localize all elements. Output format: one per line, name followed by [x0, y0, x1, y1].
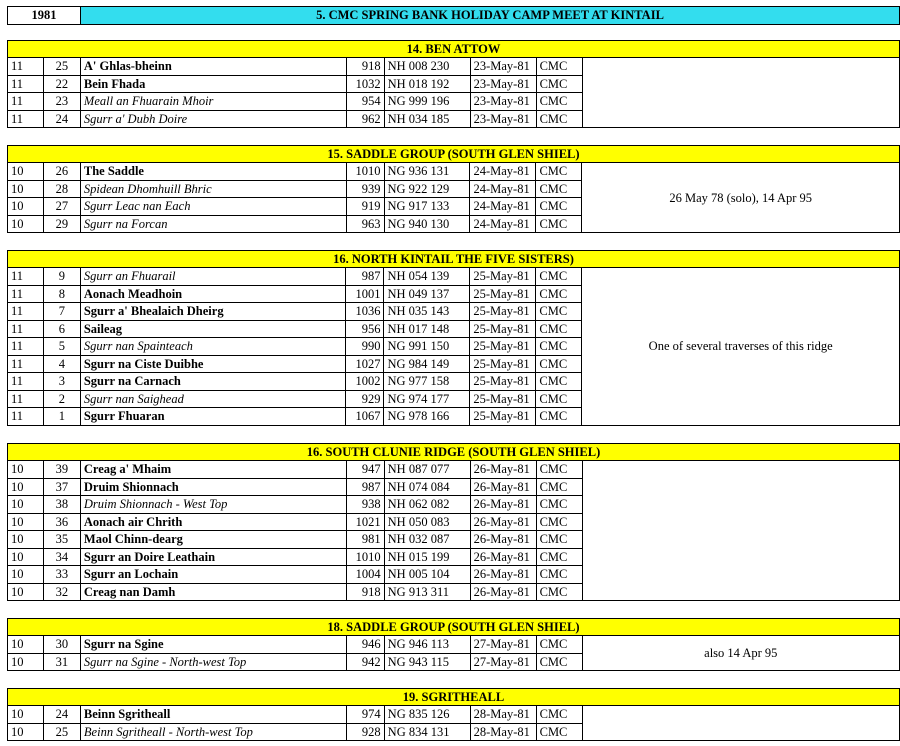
peak-name-cell: A' Ghlas-bheinn [80, 58, 346, 76]
peak-number-cell: 27 [43, 198, 80, 216]
year-cell: 1981 [8, 7, 81, 25]
peak-number-cell: 39 [43, 461, 80, 479]
date-cell: 26-May-81 [470, 513, 536, 531]
height-cell: 1010 [346, 163, 384, 181]
club-cell: CMC [536, 408, 582, 426]
grid-ref-cell: NG 984 149 [384, 355, 470, 373]
date-cell: 23-May-81 [470, 75, 536, 93]
grid-ref-cell: NH 050 083 [384, 513, 470, 531]
peak-name-cell: Sgurr Fhuaran [80, 408, 346, 426]
height-cell: 1036 [346, 303, 384, 321]
page-title: 5. CMC SPRING BANK HOLIDAY CAMP MEET AT KINTAIL [81, 7, 900, 25]
club-cell: CMC [536, 566, 582, 584]
club-cell: CMC [536, 583, 582, 601]
peak-name-cell: Sgurr na Sgine [80, 636, 346, 654]
date-cell: 27-May-81 [470, 653, 536, 671]
grid-ref-cell: NG 999 196 [384, 93, 470, 111]
notes-cell [582, 58, 899, 128]
club-cell: CMC [536, 653, 582, 671]
grid-ref-cell: NH 062 082 [384, 496, 470, 514]
grid-ref-cell: NG 974 177 [384, 390, 470, 408]
peak-name-cell: Spidean Dhomhuill Bhric [80, 180, 346, 198]
section-number-cell: 11 [8, 75, 44, 93]
section-title: 16. SOUTH CLUNIE RIDGE (SOUTH GLEN SHIEL) [8, 444, 900, 461]
date-cell: 28-May-81 [470, 723, 536, 741]
peak-name-cell: Creag nan Damh [80, 583, 346, 601]
peak-name-cell: The Saddle [80, 163, 346, 181]
height-cell: 919 [346, 198, 384, 216]
section-block [7, 40, 900, 128]
notes-cell: One of several traverses of this ridge [582, 268, 900, 426]
grid-ref-cell: NG 978 166 [384, 408, 470, 426]
grid-ref-cell: NH 017 148 [384, 320, 470, 338]
peak-number-cell: 24 [43, 706, 80, 724]
date-cell: 23-May-81 [470, 58, 536, 76]
peak-name-cell: Meall an Fhuarain Mhoir [80, 93, 346, 111]
peak-number-cell: 30 [43, 636, 80, 654]
peak-name-cell: Druim Shionnach [80, 478, 346, 496]
peak-name-cell: Sgurr nan Saighead [80, 390, 346, 408]
section-number-cell: 11 [8, 355, 44, 373]
date-cell: 25-May-81 [470, 355, 536, 373]
height-cell: 929 [346, 390, 384, 408]
section-number-cell: 11 [8, 268, 44, 286]
height-cell: 987 [346, 478, 384, 496]
peak-number-cell: 25 [43, 723, 80, 741]
peak-name-cell: Sgurr a' Dubh Doire [80, 110, 346, 128]
club-cell: CMC [536, 478, 582, 496]
date-cell: 26-May-81 [470, 548, 536, 566]
section-number-cell: 10 [8, 163, 44, 181]
grid-ref-cell: NG 991 150 [384, 338, 470, 356]
section-number-cell: 11 [8, 285, 44, 303]
grid-ref-cell: NG 943 115 [384, 653, 470, 671]
grid-ref-cell: NG 834 131 [384, 723, 470, 741]
date-cell: 23-May-81 [470, 93, 536, 111]
height-cell: 1067 [346, 408, 384, 426]
club-cell: CMC [536, 548, 582, 566]
section-number-cell: 10 [8, 513, 44, 531]
peak-number-cell: 23 [43, 93, 80, 111]
club-cell: CMC [536, 215, 582, 233]
section-block [7, 688, 900, 741]
peak-name-cell: Creag a' Mhaim [80, 461, 346, 479]
section-number-cell: 10 [8, 198, 44, 216]
date-cell: 24-May-81 [470, 198, 536, 216]
section-number-cell: 10 [8, 653, 44, 671]
height-cell: 1021 [346, 513, 384, 531]
club-cell: CMC [536, 303, 582, 321]
grid-ref-cell: NH 008 230 [384, 58, 470, 76]
date-cell: 25-May-81 [470, 373, 536, 391]
peak-number-cell: 25 [43, 58, 80, 76]
peak-name-cell: Aonach Meadhoin [80, 285, 346, 303]
date-cell: 25-May-81 [470, 268, 536, 286]
peak-name-cell: Beinn Sgritheall [80, 706, 346, 724]
section-title: 14. BEN ATTOW [8, 41, 900, 58]
section-number-cell: 11 [8, 110, 44, 128]
date-cell: 25-May-81 [470, 338, 536, 356]
height-cell: 1010 [346, 548, 384, 566]
date-cell: 25-May-81 [470, 285, 536, 303]
height-cell: 1032 [346, 75, 384, 93]
section-table [7, 250, 900, 426]
peak-number-cell: 36 [43, 513, 80, 531]
section-number-cell: 10 [8, 583, 44, 601]
peak-name-cell: Sgurr na Forcan [80, 215, 346, 233]
grid-ref-cell: NH 005 104 [384, 566, 470, 584]
peak-number-cell: 32 [43, 583, 80, 601]
club-cell: CMC [536, 373, 582, 391]
date-cell: 24-May-81 [470, 163, 536, 181]
grid-ref-cell: NG 940 130 [384, 215, 470, 233]
club-cell: CMC [536, 513, 582, 531]
peak-number-cell: 5 [43, 338, 80, 356]
club-cell: CMC [536, 320, 582, 338]
grid-ref-cell: NG 977 158 [384, 373, 470, 391]
peak-name-cell: Sgurr na Ciste Duibhe [80, 355, 346, 373]
peak-name-cell: Maol Chinn-dearg [80, 531, 346, 549]
date-cell: 24-May-81 [470, 180, 536, 198]
section-table [7, 688, 900, 741]
peak-name-cell: Aonach air Chrith [80, 513, 346, 531]
height-cell: 956 [346, 320, 384, 338]
section-block [7, 145, 900, 233]
table-row [8, 706, 900, 724]
peak-number-cell: 1 [43, 408, 80, 426]
section-block [7, 618, 900, 671]
date-cell: 26-May-81 [470, 461, 536, 479]
section-number-cell: 11 [8, 93, 44, 111]
height-cell: 918 [346, 58, 384, 76]
grid-ref-cell: NH 035 143 [384, 303, 470, 321]
section-number-cell: 10 [8, 636, 44, 654]
grid-ref-cell: NG 913 311 [384, 583, 470, 601]
peak-name-cell: Sgurr an Doire Leathain [80, 548, 346, 566]
date-cell: 25-May-81 [470, 320, 536, 338]
section-table [7, 40, 900, 128]
table-row [8, 636, 900, 654]
peak-name-cell: Saileag [80, 320, 346, 338]
height-cell: 1001 [346, 285, 384, 303]
section-number-cell: 10 [8, 723, 44, 741]
peak-number-cell: 24 [43, 110, 80, 128]
grid-ref-cell: NG 922 129 [384, 180, 470, 198]
grid-ref-cell: NG 917 133 [384, 198, 470, 216]
section-table [7, 618, 900, 671]
club-cell: CMC [536, 268, 582, 286]
club-cell: CMC [536, 180, 582, 198]
height-cell: 974 [346, 706, 384, 724]
section-number-cell: 11 [8, 373, 44, 391]
peak-number-cell: 31 [43, 653, 80, 671]
section-title: 16. NORTH KINTAIL THE FIVE SISTERS) [8, 251, 900, 268]
height-cell: 939 [346, 180, 384, 198]
height-cell: 928 [346, 723, 384, 741]
section-number-cell: 11 [8, 338, 44, 356]
grid-ref-cell: NH 049 137 [384, 285, 470, 303]
height-cell: 963 [346, 215, 384, 233]
grid-ref-cell: NH 074 084 [384, 478, 470, 496]
section-number-cell: 10 [8, 566, 44, 584]
section-title: 15. SADDLE GROUP (SOUTH GLEN SHIEL) [8, 146, 900, 163]
peak-number-cell: 2 [43, 390, 80, 408]
height-cell: 946 [346, 636, 384, 654]
club-cell: CMC [536, 355, 582, 373]
section-number-cell: 11 [8, 408, 44, 426]
notes-cell [582, 461, 899, 601]
section-number-cell: 10 [8, 548, 44, 566]
date-cell: 28-May-81 [470, 706, 536, 724]
date-cell: 27-May-81 [470, 636, 536, 654]
section-number-cell: 11 [8, 58, 44, 76]
notes-cell: also 14 Apr 95 [582, 636, 899, 671]
height-cell: 1002 [346, 373, 384, 391]
section-number-cell: 10 [8, 496, 44, 514]
peak-number-cell: 29 [43, 215, 80, 233]
peak-number-cell: 6 [43, 320, 80, 338]
peak-name-cell: Sgurr a' Bhealaich Dheirg [80, 303, 346, 321]
peak-name-cell: Sgurr an Lochain [80, 566, 346, 584]
height-cell: 942 [346, 653, 384, 671]
date-cell: 26-May-81 [470, 531, 536, 549]
notes-cell [582, 706, 899, 741]
section-number-cell: 11 [8, 390, 44, 408]
club-cell: CMC [536, 531, 582, 549]
section-number-cell: 10 [8, 461, 44, 479]
club-cell: CMC [536, 75, 582, 93]
club-cell: CMC [536, 496, 582, 514]
club-cell: CMC [536, 93, 582, 111]
peak-name-cell: Sgurr nan Spainteach [80, 338, 346, 356]
club-cell: CMC [536, 285, 582, 303]
peak-name-cell: Sgurr Leac nan Each [80, 198, 346, 216]
section-table [7, 443, 900, 601]
section-block [7, 443, 900, 601]
peak-number-cell: 8 [43, 285, 80, 303]
date-cell: 26-May-81 [470, 583, 536, 601]
club-cell: CMC [536, 338, 582, 356]
height-cell: 918 [346, 583, 384, 601]
peak-number-cell: 37 [43, 478, 80, 496]
height-cell: 1004 [346, 566, 384, 584]
height-cell: 954 [346, 93, 384, 111]
page-header [7, 6, 900, 25]
table-row [8, 58, 900, 76]
peak-number-cell: 33 [43, 566, 80, 584]
height-cell: 962 [346, 110, 384, 128]
peak-name-cell: Beinn Sgritheall - North-west Top [80, 723, 346, 741]
height-cell: 981 [346, 531, 384, 549]
peak-number-cell: 7 [43, 303, 80, 321]
peak-number-cell: 9 [43, 268, 80, 286]
height-cell: 987 [346, 268, 384, 286]
height-cell: 938 [346, 496, 384, 514]
date-cell: 25-May-81 [470, 390, 536, 408]
section-title: 18. SADDLE GROUP (SOUTH GLEN SHIEL) [8, 619, 900, 636]
section-number-cell: 10 [8, 531, 44, 549]
peak-number-cell: 34 [43, 548, 80, 566]
club-cell: CMC [536, 723, 582, 741]
grid-ref-cell: NG 835 126 [384, 706, 470, 724]
section-number-cell: 11 [8, 303, 44, 321]
peak-number-cell: 4 [43, 355, 80, 373]
grid-ref-cell: NH 034 185 [384, 110, 470, 128]
section-number-cell: 10 [8, 478, 44, 496]
date-cell: 26-May-81 [470, 496, 536, 514]
grid-ref-cell: NH 015 199 [384, 548, 470, 566]
grid-ref-cell: NG 946 113 [384, 636, 470, 654]
section-number-cell: 10 [8, 706, 44, 724]
section-title: 19. SGRITHEALL [8, 689, 900, 706]
peak-number-cell: 22 [43, 75, 80, 93]
club-cell: CMC [536, 163, 582, 181]
height-cell: 990 [346, 338, 384, 356]
peak-number-cell: 38 [43, 496, 80, 514]
club-cell: CMC [536, 110, 582, 128]
section-number-cell: 11 [8, 320, 44, 338]
table-row [8, 268, 900, 286]
table-row [8, 163, 900, 181]
notes-cell: 26 May 78 (solo), 14 Apr 95 [582, 163, 900, 233]
club-cell: CMC [536, 636, 582, 654]
peak-number-cell: 3 [43, 373, 80, 391]
club-cell: CMC [536, 390, 582, 408]
height-cell: 947 [346, 461, 384, 479]
table-row [8, 461, 900, 479]
peak-number-cell: 26 [43, 163, 80, 181]
section-block [7, 250, 900, 426]
date-cell: 25-May-81 [470, 408, 536, 426]
grid-ref-cell: NH 018 192 [384, 75, 470, 93]
peak-name-cell: Druim Shionnach - West Top [80, 496, 346, 514]
grid-ref-cell: NG 936 131 [384, 163, 470, 181]
peak-name-cell: Bein Fhada [80, 75, 346, 93]
club-cell: CMC [536, 198, 582, 216]
date-cell: 26-May-81 [470, 478, 536, 496]
grid-ref-cell: NH 054 139 [384, 268, 470, 286]
date-cell: 23-May-81 [470, 110, 536, 128]
club-cell: CMC [536, 461, 582, 479]
date-cell: 25-May-81 [470, 303, 536, 321]
peak-name-cell: Sgurr na Sgine - North-west Top [80, 653, 346, 671]
grid-ref-cell: NH 032 087 [384, 531, 470, 549]
peak-name-cell: Sgurr an Fhuarail [80, 268, 346, 286]
date-cell: 26-May-81 [470, 566, 536, 584]
peak-name-cell: Sgurr na Carnach [80, 373, 346, 391]
grid-ref-cell: NH 087 077 [384, 461, 470, 479]
date-cell: 24-May-81 [470, 215, 536, 233]
section-number-cell: 10 [8, 180, 44, 198]
height-cell: 1027 [346, 355, 384, 373]
peak-number-cell: 35 [43, 531, 80, 549]
club-cell: CMC [536, 58, 582, 76]
peak-number-cell: 28 [43, 180, 80, 198]
section-number-cell: 10 [8, 215, 44, 233]
section-table [7, 145, 900, 233]
club-cell: CMC [536, 706, 582, 724]
